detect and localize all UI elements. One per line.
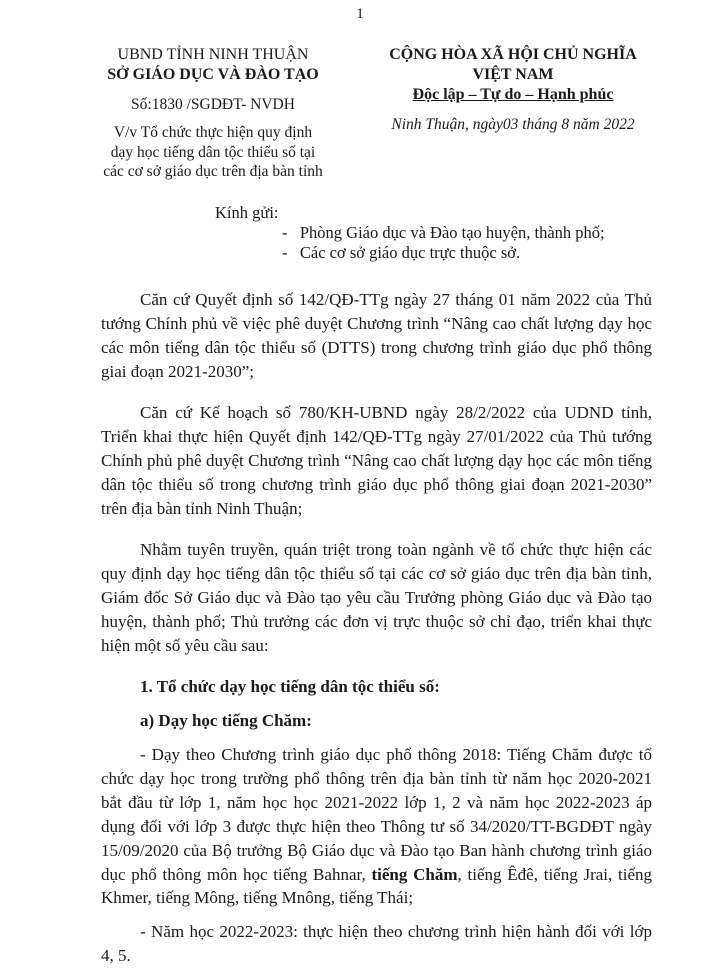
paragraph-purpose (101, 538, 652, 658)
text-line: - Dạy theo Chương trình giáo dục phổ thông 2018: Tiếng Chăm được tổ (140, 745, 652, 764)
text-span: , tiếng Êđê, tiếng Jrai, tiếng (457, 864, 653, 884)
paragraph-2022-2023 (101, 920, 652, 968)
paragraph-legal-basis-2 (101, 401, 652, 521)
text-line: giai đoạn 2021-2030”; (101, 361, 254, 381)
recipients-label: Kính gửi: (215, 203, 279, 222)
paragraph-legal-basis-1 (101, 288, 652, 384)
national-header (372, 45, 654, 135)
subsection-heading: a) Dạy học tiếng Chăm: (140, 711, 312, 730)
date-line: Ninh Thuận, ngày03 tháng 8 năm 2022 (391, 116, 635, 133)
motto: Độc lập – Tự do – Hạnh phúc (412, 86, 614, 103)
text-line: 4, 5. (101, 945, 131, 965)
text-line: Giám đốc Sở Giáo dục và Đào tạo yêu cầu Trưởng phòng Giáo dục và Đào tạo (101, 587, 652, 607)
text-line: dân tộc thiểu số trong chương trình giáo dục phổ thông giai đoạn 2021-2030” (101, 474, 652, 494)
text-line: bắt đầu từ lớp 1, năm học học 2021-2022 lớp 1, 2 và năm học 2022-2023 áp (101, 792, 652, 812)
text-line (101, 863, 652, 887)
text-line: Nhằm tuyên truyền, quán triệt trong toàn ngành về tổ chức thực hiện các (140, 540, 652, 559)
paragraph-cham-curriculum (101, 743, 652, 910)
recipient-item: - Phòng Giáo dục và Đào tạo huyện, thành phố; (282, 223, 605, 242)
text-line: huyện, thành phố; Thủ trưởng các đơn vị trực thuộc sở chỉ đạo, triển khai thực (101, 611, 652, 631)
bold-text: tiếng Chăm (371, 864, 458, 884)
org-line-2: SỞ GIÁO DỤC VÀ ĐÀO TẠO (107, 66, 319, 83)
text-line: các môn tiếng dân tộc thiểu số (DTTS) trong chương trình giáo dục phổ thông (101, 337, 652, 357)
subject-line: các cơ sở giáo dục trên địa bàn tỉnh (103, 163, 323, 180)
text-line: dụng đối với lớp 3 được thực hiện theo Thông tư số 34/2020/TT-BGDĐT ngày (101, 816, 652, 836)
text-line: Căn cứ Quyết định số 142/QĐ-TTg ngày 27 tháng 01 năm 2022 của Thủ (140, 290, 652, 309)
text-span: dục phổ thông môn học tiếng Bahnar, (101, 864, 372, 884)
text-line: hiện một số yêu cầu sau: (101, 635, 269, 655)
text-line: Khmer, tiếng Mông, tiếng Mnông, tiếng Thái; (101, 888, 414, 908)
subject-line: dạy học tiếng dân tộc thiểu số tại (110, 143, 316, 161)
doc-number: Số:1830 /SGDĐT- NVDH (131, 96, 295, 113)
text-line: quy định dạy học tiếng dân tộc thiểu số tại các cơ sở giáo dục trên địa bàn tỉnh, (101, 563, 652, 583)
section-heading: 1. Tổ chức dạy học tiếng dân tộc thiểu số: (140, 677, 440, 696)
text-line: tướng Chính phủ về việc phê duyệt Chương trình “Nâng cao chất lượng dạy học (101, 313, 652, 333)
nation-title: CỘNG HÒA XÃ HỘI CHỦ NGHĨA VIỆT NAM (389, 46, 637, 83)
text-line: trên địa bàn tỉnh Ninh Thuận; (101, 498, 303, 518)
subject-line: V/v Tổ chức thực hiện quy định (113, 124, 313, 141)
org-line-1: UBND TỈNH NINH THUẬN (117, 46, 309, 63)
text-line: Chính phủ phê duyệt Chương trình “Nâng cao chất lượng dạy học các môn tiếng (101, 450, 652, 470)
recipient-text: Các cơ sở giáo dục trực thuộc sở. (299, 243, 521, 262)
text-line: chức dạy học trong trường phổ thông trên địa bàn tỉnh từ năm học 2020-2021 (101, 768, 652, 788)
recipient-text: Phòng Giáo dục và Đào tạo huyện, thành phố; (299, 223, 605, 242)
recipient-item: - Các cơ sở giáo dục trực thuộc sở. (282, 243, 521, 262)
text-line: Căn cứ Kế hoạch số 780/KH-UBND ngày 28/2/2022 của UDND tỉnh, (140, 403, 652, 422)
text-line: 15/09/2020 của Bộ trưởng Bộ Giáo dục và Đào tạo Ban hành chương trình giáo (101, 840, 652, 860)
text-line: - Năm học 2022-2023: thực hiện theo chương trình hiện hành đối với lớp (140, 922, 652, 941)
subject (100, 123, 326, 182)
issuing-authority (100, 45, 326, 182)
text-line: Triển khai thực hiện Quyết định 142/QĐ-TTg ngày 27/01/2022 của Thủ tướng (101, 426, 652, 446)
page-number: 1 (356, 6, 364, 22)
